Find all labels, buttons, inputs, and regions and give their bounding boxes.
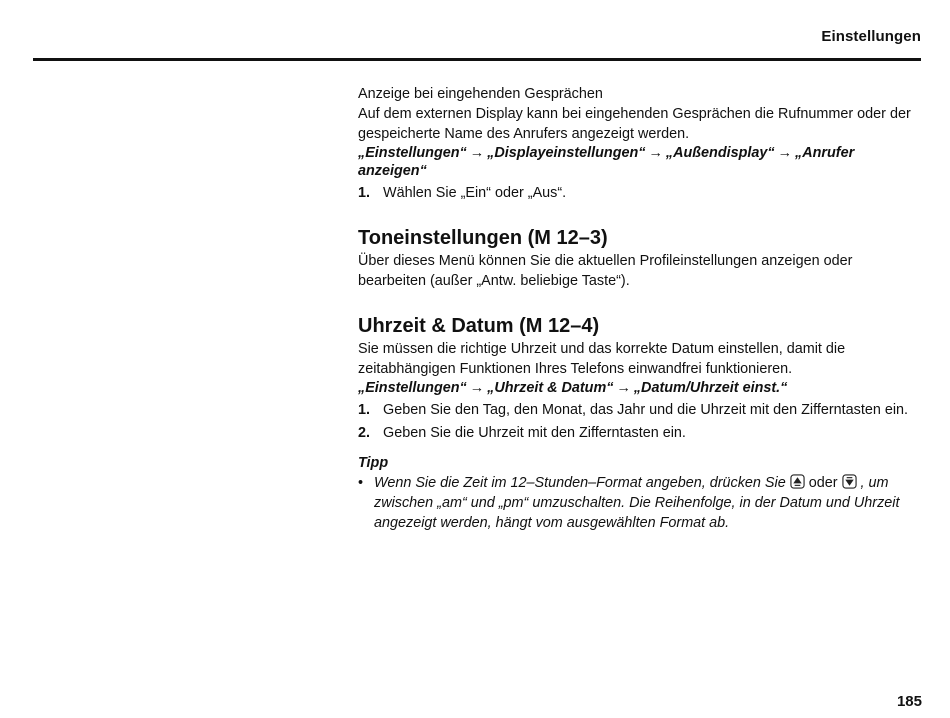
step-text: Wählen Sie „Ein“ oder „Aus“. xyxy=(383,185,567,201)
anzeige-steps xyxy=(358,183,918,203)
path-arrow: → xyxy=(469,145,485,161)
path-arrow: → xyxy=(469,380,485,396)
toneinstellungen-text: Über dieses Menü können Sie die aktuellen Profileinstellungen anzeigen oder bearbeiten (außer „Antw. beliebige Taste“). xyxy=(358,253,853,289)
tip-text-after: , um zwischen „am“ und „pm“ umzuschalten. Die Reihenfolge, in der Datum und Uhrzeit angezeigt werden, hängt vom ausgewählten Format ab. xyxy=(374,475,900,531)
uhrzeit-datum-text: Sie müssen die richtige Uhrzeit und das korrekte Datum einstellen, damit die zeitabhängigen Funktionen Ihres Telefons einwandfrei funktionieren. xyxy=(358,341,846,377)
path-step: „Anrufer anzeigen“ xyxy=(358,145,855,179)
step-number: 1. xyxy=(358,402,371,418)
path-arrow: → xyxy=(648,145,663,161)
toneinstellungen-heading: Toneinstellungen (M 12–3) xyxy=(358,227,608,249)
path-step: „Außendisplay“ xyxy=(665,145,775,161)
step-item xyxy=(358,400,918,420)
page-content xyxy=(358,84,918,533)
step-item xyxy=(358,183,918,203)
path-step: „Einstellungen“ xyxy=(358,145,467,161)
header-title: Einstellungen xyxy=(821,28,921,45)
path-arrow: → xyxy=(616,380,631,396)
path-step: „Displayeinstellungen“ xyxy=(487,145,646,161)
tip-text-or: oder xyxy=(808,475,838,491)
tip-heading: Tipp xyxy=(358,455,389,471)
step-number: 2. xyxy=(358,425,371,441)
path-step: „Uhrzeit & Datum“ xyxy=(487,380,614,396)
path-step: „Einstellungen“ xyxy=(358,380,467,396)
page-number: 185 xyxy=(896,693,922,710)
step-text: Geben Sie den Tag, den Monat, das Jahr und die Uhrzeit mit den Zifferntasten ein. xyxy=(383,402,909,418)
header-divider xyxy=(33,58,921,61)
step-text: Geben Sie die Uhrzeit mit den Zifferntasten ein. xyxy=(383,425,686,441)
uhrzeit-datum-heading: Uhrzeit & Datum (M 12–4) xyxy=(358,315,600,337)
uhrzeit-menu-path xyxy=(358,379,918,397)
path-step: „Datum/Uhrzeit einst.“ xyxy=(633,380,788,396)
nav-down-key-icon xyxy=(842,474,857,489)
path-arrow: → xyxy=(777,145,793,161)
anzeige-menu-path xyxy=(358,144,918,180)
bullet: • xyxy=(358,475,364,491)
section-toneinstellungen xyxy=(358,225,918,291)
tip-item xyxy=(358,473,918,533)
section-uhrzeit-datum xyxy=(358,313,918,533)
step-item xyxy=(358,423,918,443)
anzeige-subheading: Anzeige bei eingehenden Gesprächen xyxy=(358,86,603,102)
uhrzeit-steps xyxy=(358,400,918,443)
step-number: 1. xyxy=(358,185,371,201)
nav-up-key-icon xyxy=(790,474,805,489)
anzeige-text: Auf dem externen Display kann bei eingehenden Gesprächen die Rufnummer oder der gespeicherte Name des Anrufers angezeigt werden. xyxy=(358,106,911,142)
tip-text xyxy=(374,473,918,533)
tip-text-before: Wenn Sie die Zeit im 12–Stunden–Format angeben, drücken Sie xyxy=(374,475,786,491)
section-anzeige xyxy=(358,84,918,203)
